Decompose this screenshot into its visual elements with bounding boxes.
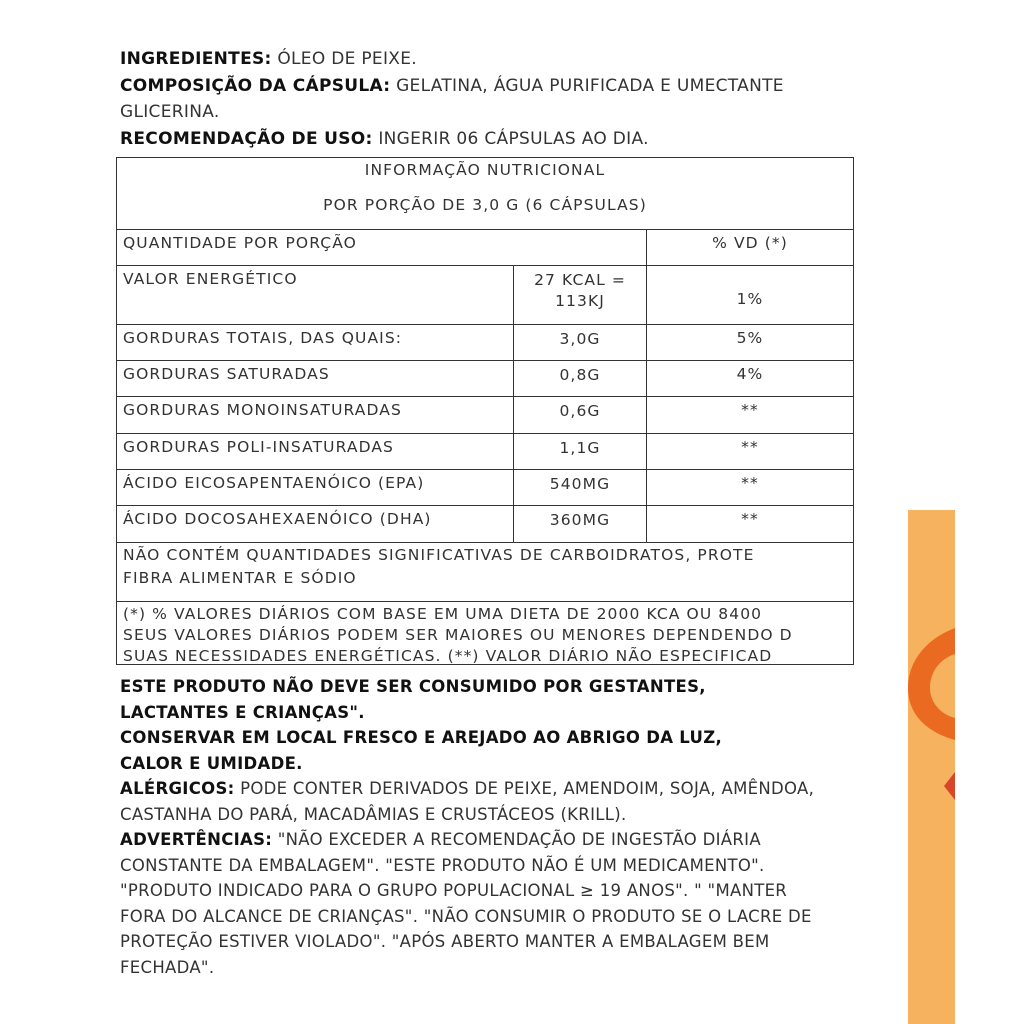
capsule-line-cont [120,99,840,126]
usage-label: RECOMENDAÇÃO DE USO: [120,128,373,149]
warning-line: ESTE PRODUTO NÃO DEVE SER CONSUMIDO POR GESTANTES, [120,677,706,696]
nutrient-vd: ** [646,434,853,469]
footnote-line3: SUAS NECESSIDADES ENERGÉTICAS. (**) VALOR DIÁRIO NÃO ESPECIFICAD [123,647,773,665]
nutrient-vd: 4% [646,361,853,396]
nutrient-qty: 360MG [513,506,646,542]
allergens-value: PODE CONTER DERIVADOS DE PEIXE, AMENDOIM, SOJA, AMÊNDOA, [240,779,815,798]
warning-line: CALOR E UMIDADE. [120,753,303,773]
nutrient-qty: 3,0G [513,325,646,360]
nutrient-qty: 1,1G [513,434,646,469]
not-significant-row [117,543,853,602]
header-qty: QUANTIDADE POR PORÇÃO [123,234,357,252]
nutrient-vd: ** [646,506,853,542]
intro-section [120,46,840,152]
advert-line1: "NÃO EXCEDER A RECOMENDAÇÃO DE INGESTÃO DIÁRIA [277,830,761,849]
nutrient-qty: 0,8G [513,361,646,396]
capsule-value: GELATINA, ÁGUA PURIFICADA E UMECTANTE [396,75,784,96]
usage-line [120,126,840,153]
table-row [117,266,853,325]
nutrient-vd: ** [646,470,853,505]
ingredients-label: INGREDIENTES: [120,49,272,69]
nutrient-vd: ** [646,397,853,433]
ingredients-value: ÓLEO DE PEIXE. [277,49,417,69]
table-row [117,325,853,361]
nutrient-name: GORDURAS MONOINSATURADAS [123,401,402,419]
table-title: INFORMAÇÃO NUTRICIONAL [364,161,606,179]
allergens-label: ALÉRGICOS: [120,779,235,798]
usage-value: INGERIR 06 CÁPSULAS AO DIA. [378,128,649,149]
footnote-line1: (*) % VALORES DIÁRIOS COM BASE EM UMA DIETA DE 2000 KCA OU 8400 [123,605,763,623]
nutrient-name: GORDURAS TOTAIS, DAS QUAIS: [123,329,403,347]
nutrient-qty: 0,6G [513,397,646,433]
nutrient-name: ÁCIDO DOCOSAHEXAENÓICO (DHA) [123,510,432,528]
table-row [117,397,853,434]
advert-line2: CONSTANTE DA EMBALAGEM". "ESTE PRODUTO NÃO É UM MEDICAMENTO". [120,855,765,875]
nutrient-name: GORDURAS POLI-INSATURADAS [123,438,394,456]
footnote-row [117,602,853,665]
table-row [117,506,853,543]
table-header-row [117,230,853,266]
nutrition-table [116,157,854,665]
decorative-shape-icon [908,510,955,1024]
warning-line: LACTANTES E CRIANÇAS". [120,702,365,722]
advert-label: ADVERTÊNCIAS: [120,830,273,849]
warnings-section [120,674,860,980]
footnote-line2: SEUS VALORES DIÁRIOS PODEM SER MAIORES OU MENORES DEPENDENDO D [123,626,793,644]
header-vd: % VD (*) [646,230,853,265]
nutrient-vd: 1% [646,266,853,324]
table-row [117,434,853,470]
nutrient-vd: 5% [646,325,853,360]
not-significant-line1: NÃO CONTÉM QUANTIDADES SIGNIFICATIVAS DE CARBOIDRATOS, PROTE [123,546,755,564]
advert-line [120,827,860,853]
not-significant-line2: FIBRA ALIMENTAR E SÓDIO [123,569,357,587]
table-row [117,470,853,506]
advert-line5: PROTEÇÃO ESTIVER VIOLADO". "APÓS ABERTO MANTER A EMBALAGEM BEM [120,932,770,951]
nutrient-qty-line1: 27 KCAL = [534,271,626,289]
nutrient-qty-line2: 113KJ [555,292,605,310]
warning-line: CONSERVAR EM LOCAL FRESCO E AREJADO AO ABRIGO DA LUZ, [120,728,723,747]
nutrient-name: ÁCIDO EICOSAPENTAENÓICO (EPA) [123,474,425,492]
nutrient-name: VALOR ENERGÉTICO [123,270,298,288]
advert-line4: FORA DO ALCANCE DE CRIANÇAS". "NÃO CONSUMIR O PRODUTO SE O LACRE DE [120,906,812,926]
nutrient-qty [513,266,646,324]
table-portion: POR PORÇÃO DE 3,0 G (6 CÁPSULAS) [323,196,647,214]
capsule-value-cont: GLICERINA. [120,102,220,122]
decorative-side-bar [908,510,955,1024]
ingredients-line [120,46,840,73]
nutrient-qty: 540MG [513,470,646,505]
capsule-label: COMPOSIÇÃO DA CÁPSULA: [120,75,391,96]
capsule-line [120,73,840,100]
allergens-value-cont: CASTANHA DO PARÁ, MACADÂMIAS E CRUSTÁCEOS (KRILL). [120,804,627,824]
table-row [117,361,853,397]
allergens-line [120,776,860,802]
table-title-row [117,158,853,230]
advert-line6: FECHADA". [120,957,215,977]
nutrient-name: GORDURAS SATURADAS [123,365,330,383]
advert-line3: "PRODUTO INDICADO PARA O GRUPO POPULACIONAL ≥ 19 ANOS". " "MANTER [120,881,788,900]
